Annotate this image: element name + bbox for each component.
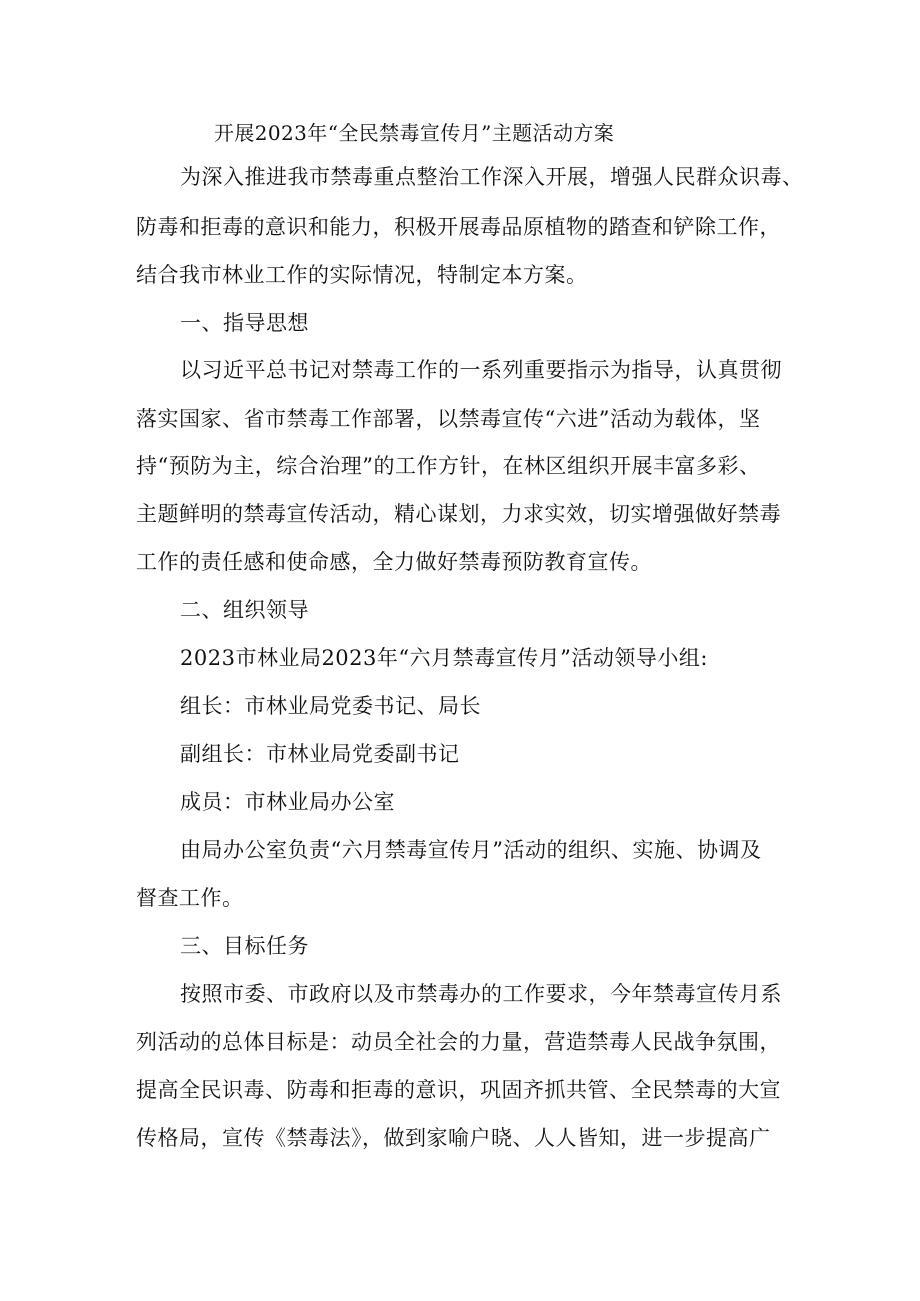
paragraph-line: 工作的责任感和使命感，全力做好禁毒预防教育宣传。 xyxy=(136,550,652,574)
members-line: 成员：市林业局办公室 xyxy=(180,790,395,814)
leadership-group-line: 2023市林业局2023年“六月禁毒宣传月”活动领导小组: xyxy=(180,646,708,670)
paragraph-line: 为深入推进我市禁毒重点整治工作深入开展，增强人民群众识毒、 xyxy=(180,165,804,189)
paragraph-line: 以习近平总书记对禁毒工作的一系列重要指示为指导，认真贯彻 xyxy=(180,358,782,382)
paragraph-line: 持“预防为主，综合治理”的工作方针，在林区组织开展丰富多彩、 xyxy=(136,454,761,478)
section-heading-3: 三、目标任务 xyxy=(180,934,309,958)
section-heading-2: 二、组织领导 xyxy=(180,598,309,622)
paragraph-line: 由局办公室负责“六月禁毒宣传月”活动的组织、实施、协调及 xyxy=(180,838,762,862)
paragraph-line: 传格局，宣传《禁毒法》，做到家喻户晓、人人皆知，进一步提高广 xyxy=(136,1126,771,1150)
paragraph-line: 主题鲜明的禁毒宣传活动，精心谋划，力求实效，切实增强做好禁毒 xyxy=(136,502,781,526)
paragraph-line: 按照市委、市政府以及市禁毒办的工作要求，今年禁毒宣传月系 xyxy=(180,982,782,1006)
paragraph-line: 结合我市林业工作的实际情况，特制定本方案。 xyxy=(136,263,588,287)
deputy-leader-line: 副组长：市林业局党委副书记 xyxy=(180,742,460,766)
paragraph-line: 列活动的总体目标是：动员全社会的力量，营造禁毒人民战争氛围， xyxy=(136,1030,781,1054)
paragraph-line: 防毒和拒毒的意识和能力，积极开展毒品原植物的踏查和铲除工作， xyxy=(136,215,781,239)
paragraph-line: 落实国家、省市禁毒工作部署，以禁毒宣传“六进”活动为载体，坚 xyxy=(136,407,761,431)
section-heading-1: 一、指导思想 xyxy=(180,311,309,335)
group-leader-line: 组长：市林业局党委书记、局长 xyxy=(180,694,481,718)
paragraph-line: 督查工作。 xyxy=(136,886,244,910)
document-title: 开展2023年“全民禁毒宣传月”主题活动方案 xyxy=(214,121,615,145)
paragraph-line: 提高全民识毒、防毒和拒毒的意识，巩固齐抓共管、全民禁毒的大宣 xyxy=(136,1078,781,1102)
